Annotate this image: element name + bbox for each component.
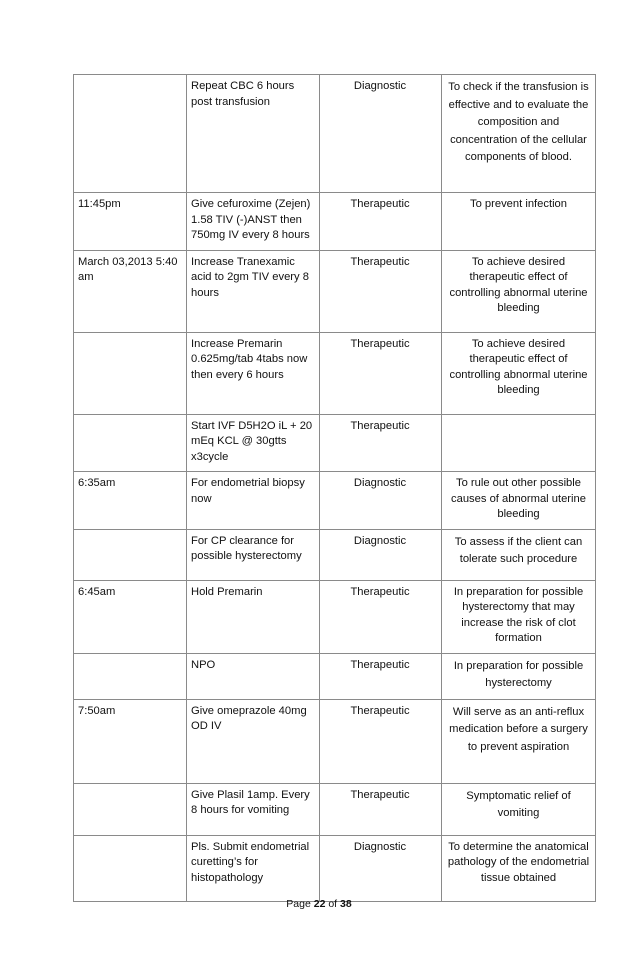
category-cell: Therapeutic (320, 699, 442, 783)
table-row (74, 75, 596, 193)
table-row (74, 580, 596, 653)
order-cell: Pls. Submit endometrial curetting’s for histopathology (187, 835, 320, 901)
time-cell: 7:50am (74, 699, 187, 783)
order-cell: Increase Premarin 0.625mg/tab 4tabs now then every 6 hours (187, 332, 320, 414)
rationale-cell: To determine the anatomical pathology of the endometrial tissue obtained (442, 835, 596, 901)
order-cell: Repeat CBC 6 hours post transfusion (187, 75, 320, 193)
category-cell: Diagnostic (320, 472, 442, 530)
category-cell: Diagnostic (320, 835, 442, 901)
table-row (74, 250, 596, 332)
table-row (74, 193, 596, 251)
table-row (74, 332, 596, 414)
table-row (74, 472, 596, 530)
order-cell: For CP clearance for possible hysterectomy (187, 529, 320, 580)
rationale-cell: In preparation for possible hysterectomy that may increase the risk of clot formation (442, 580, 596, 653)
table-row (74, 529, 596, 580)
current-page-number: 22 (313, 898, 326, 910)
order-cell: NPO (187, 653, 320, 699)
category-cell: Therapeutic (320, 653, 442, 699)
rationale-cell: To achieve desired therapeutic effect of controlling abnormal uterine bleeding (442, 332, 596, 414)
time-cell: 6:35am (74, 472, 187, 530)
total-page-number: 38 (340, 898, 352, 910)
rationale-cell: Will serve as an anti-reflux medication before a surgery to prevent aspiration (442, 699, 596, 783)
doctors-orders-table (73, 74, 596, 902)
page-footer (0, 898, 638, 910)
rationale-cell: To achieve desired therapeutic effect of controlling abnormal uterine bleeding (442, 250, 596, 332)
time-cell (74, 783, 187, 835)
rationale-cell: Symptomatic relief of vomiting (442, 783, 596, 835)
time-cell: 11:45pm (74, 193, 187, 251)
time-cell (74, 414, 187, 472)
category-cell: Diagnostic (320, 75, 442, 193)
category-cell: Therapeutic (320, 580, 442, 653)
time-cell: March 03,2013 5:40 am (74, 250, 187, 332)
rationale-cell: To assess if the client can tolerate such procedure (442, 529, 596, 580)
time-cell: 6:45am (74, 580, 187, 653)
order-cell: Increase Tranexamic acid to 2gm TIV every 8 hours (187, 250, 320, 332)
category-cell: Therapeutic (320, 783, 442, 835)
rationale-cell: To check if the transfusion is effective and to evaluate the composition and concentration of the cellular components of blood. (442, 75, 596, 193)
order-cell: Give cefuroxime (Zejen) 1.58 TIV (-)ANST then 750mg IV every 8 hours (187, 193, 320, 251)
time-cell (74, 835, 187, 901)
order-cell: Start IVF D5H2O iL + 20 mEq KCL @ 30gtts x3cycle (187, 414, 320, 472)
time-cell (74, 529, 187, 580)
category-cell: Therapeutic (320, 414, 442, 472)
page-label: Page (286, 898, 311, 910)
order-cell: Give Plasil 1amp. Every 8 hours for vomiting (187, 783, 320, 835)
rationale-cell (442, 414, 596, 472)
rationale-cell: To prevent infection (442, 193, 596, 251)
time-cell (74, 653, 187, 699)
category-cell: Therapeutic (320, 332, 442, 414)
table-row (74, 653, 596, 699)
order-cell: Hold Premarin (187, 580, 320, 653)
table-row (74, 699, 596, 783)
table-row (74, 835, 596, 901)
category-cell: Therapeutic (320, 250, 442, 332)
order-cell: For endometrial biopsy now (187, 472, 320, 530)
category-cell: Therapeutic (320, 193, 442, 251)
page-of-label: of (328, 898, 338, 910)
table-row (74, 414, 596, 472)
time-cell (74, 75, 187, 193)
category-cell: Diagnostic (320, 529, 442, 580)
time-cell (74, 332, 187, 414)
rationale-cell: To rule out other possible causes of abnormal uterine bleeding (442, 472, 596, 530)
order-cell: Give omeprazole 40mg OD IV (187, 699, 320, 783)
table-row (74, 783, 596, 835)
rationale-cell: In preparation for possible hysterectomy (442, 653, 596, 699)
